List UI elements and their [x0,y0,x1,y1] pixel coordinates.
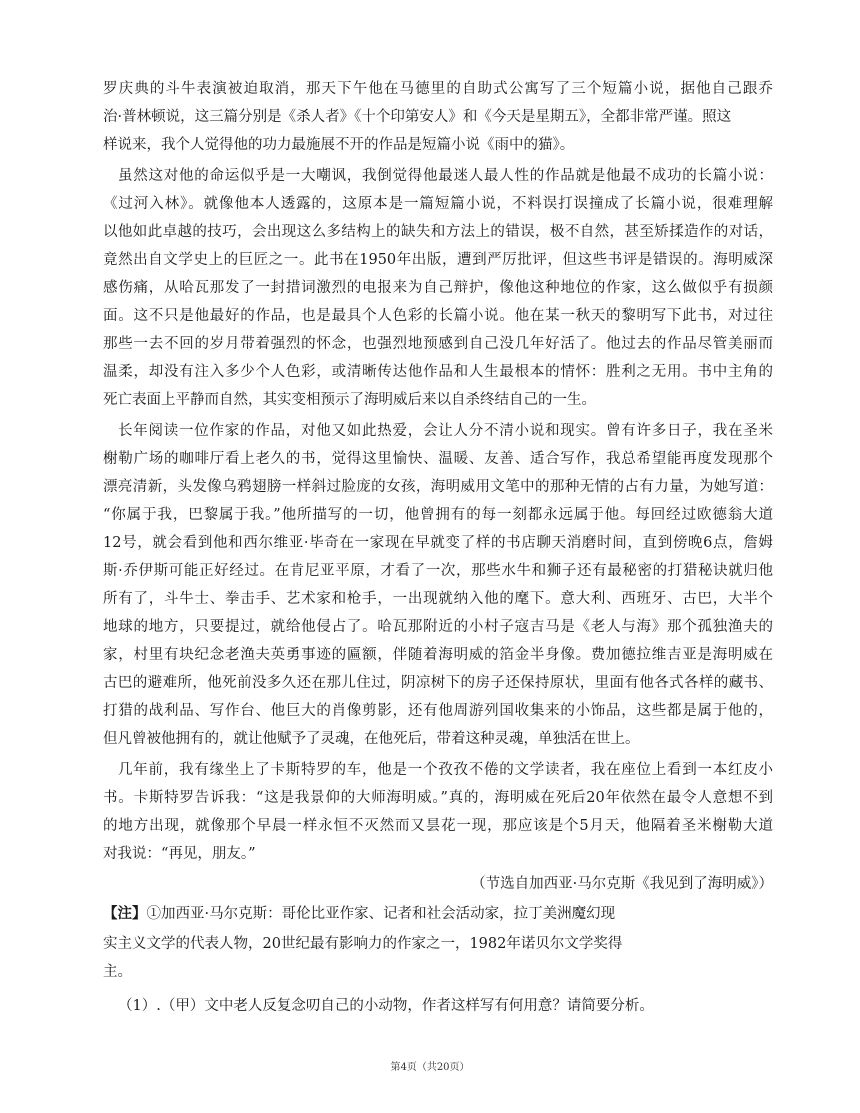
article-line: 罗庆典的斗牛表演被迫取消，那天下午他在马德里的自助式公寓写了三个短篇小说，据他自己跟乔 [103,81,773,97]
note-line: 主。 [103,964,132,980]
article-line: 12号，就会看到他和西尔维亚·毕奇在一家现在早就变了样的书店聊天消磨时间，直到傍晚6点，詹姆 [103,535,773,551]
article-line: 书。卡斯特罗告诉我：“这是我景仰的大师海明威。”真的，海明威在死后20年依然在最令人意想不到 [103,790,773,806]
article-line: 榭勒广场的咖啡厅看上老久的书，觉得这里愉快、温暖、友善、适合写作，我总希望能再度发现那个 [103,451,773,467]
page-number-footer: 第4页（共20页） [390,1062,470,1073]
article-line: 感伤痛，从哈瓦那发了一封措词激烈的电报来为自己辩护，像他这种地位的作家，这么做似乎有损颜 [103,280,773,296]
source-citation: （节选自加西亚·马尔克斯《我见到了海明威》） [471,876,773,892]
article-line: 样说来，我个人觉得他的功力最施展不开的作品是短篇小说《雨中的猫》。 [103,137,575,153]
article-line: 温柔，却没有注入多少个人色彩，或清晰传达他作品和人生最根本的情怀：胜利之无用。书中主角的 [103,364,773,380]
article-line: “你属于我，巴黎属于我。”他所描写的一切，他曾拥有的每一刻都永远属于他。每回经过欧德翁大道 [103,507,773,523]
note-line: 实主义文学的代表人物，20世纪最有影响力的作家之一，1982年诺贝尔文学奖得 [103,936,623,952]
article-line: 那些一去不回的岁月带着强烈的怀念，也强烈地预感到自己没几年好活了。他过去的作品尽管美丽而 [103,336,773,352]
article-line: 漂亮清新，头发像乌鸦翅膀一样斜过脸庞的女孩，海明威用文笔中的那种无情的占有力量，为她写道： [103,479,773,495]
article-line: 但凡曾被他拥有的，就让他赋予了灵魂，在他死后，带着这种灵魂，单独活在世上。 [103,731,640,747]
article-line: 家，村里有块纪念老渔夫英勇事迹的匾额，伴随着海明威的箔金半身像。费加德拉维吉亚是海明威在 [103,647,773,663]
article-line: 地球的地方，只要提过，就给他侵占了。哈瓦那附近的小村子寇吉马是《老人与海》那个孤独渔夫的 [103,619,773,635]
note-line [103,904,663,924]
article-line: 以他如此卓越的技巧，会出现这么多结构上的缺失和方法上的错误，极不自然，甚至矫揉造作的对话， [103,224,773,240]
article-line: 斯·乔伊斯可能正好经过。在肯尼亚平原，才看了一次，那些水牛和狮子还有最秘密的打猎秘诀就归他 [103,563,773,579]
article-line: 对我说：“再见，朋友。” [103,846,256,862]
article-line: 几年前，我有缘坐上了卡斯特罗的车，他是一个孜孜不倦的文学读者，我在座位上看到一本红皮小 [118,762,773,778]
article-line: 竟然出自文学史上的巨匠之一。此书在1950年出版，遭到严厉批评，但这些书评是错误的。海明威深 [103,252,773,268]
article-line: 打猎的战利品、写作台、他巨大的肖像剪影，还有他周游列国收集来的小饰品，这些都是属于他的， [103,703,773,719]
note-label: 【注】 [103,905,147,922]
article-line: 死亡表面上平静而自然，其实变相预示了海明威后来以自杀终结自己的一生。 [103,392,596,408]
article-line: 长年阅读一位作家的作品，对他又如此热爱，会让人分不清小说和现实。曾有许多日子，我在圣米 [118,423,773,439]
article-line: 所有了，斗牛士、拳击手、艺术家和枪手，一出现就纳入他的麾下。意大利、西班牙、古巴，大半个 [103,591,773,607]
article-line: 虽然这对他的命运似乎是一大嘲讽，我倒觉得他最迷人最人性的作品就是他最不成功的长篇小说： [118,168,773,184]
article-line: 古巴的避难所，他死前没多久还在那儿住过，阴凉树下的房子还保持原状，里面有他各式各样的藏书、 [103,675,773,691]
article-line: 面。这不只是他最好的作品，也是最具个人色彩的长篇小说。他在某一秋天的黎明写下此书，对过往 [103,308,773,324]
article-line: 治·普林顿说，这三篇分别是《杀人者》《十个印第安人》和《今天是星期五》，全都非常严谨。照这 [103,109,732,125]
question-text: （1）.（甲）文中老人反复念叨自己的小动物，作者这样写有何用意？请简要分析。 [118,998,654,1014]
note-text: ①加西亚·马尔克斯：哥伦比亚作家、记者和社会活动家，拉丁美洲魔幻现 [146,906,616,922]
article-line: 的地方出现，就像那个早晨一样永恒不灭然而又昙花一现，那应该是个5月天，他隔着圣米榭勒大道 [103,818,773,834]
article-line: 《过河入林》。就像他本人透露的，这原本是一篇短篇小说，不料误打误撞成了长篇小说，很难理解 [103,196,773,212]
